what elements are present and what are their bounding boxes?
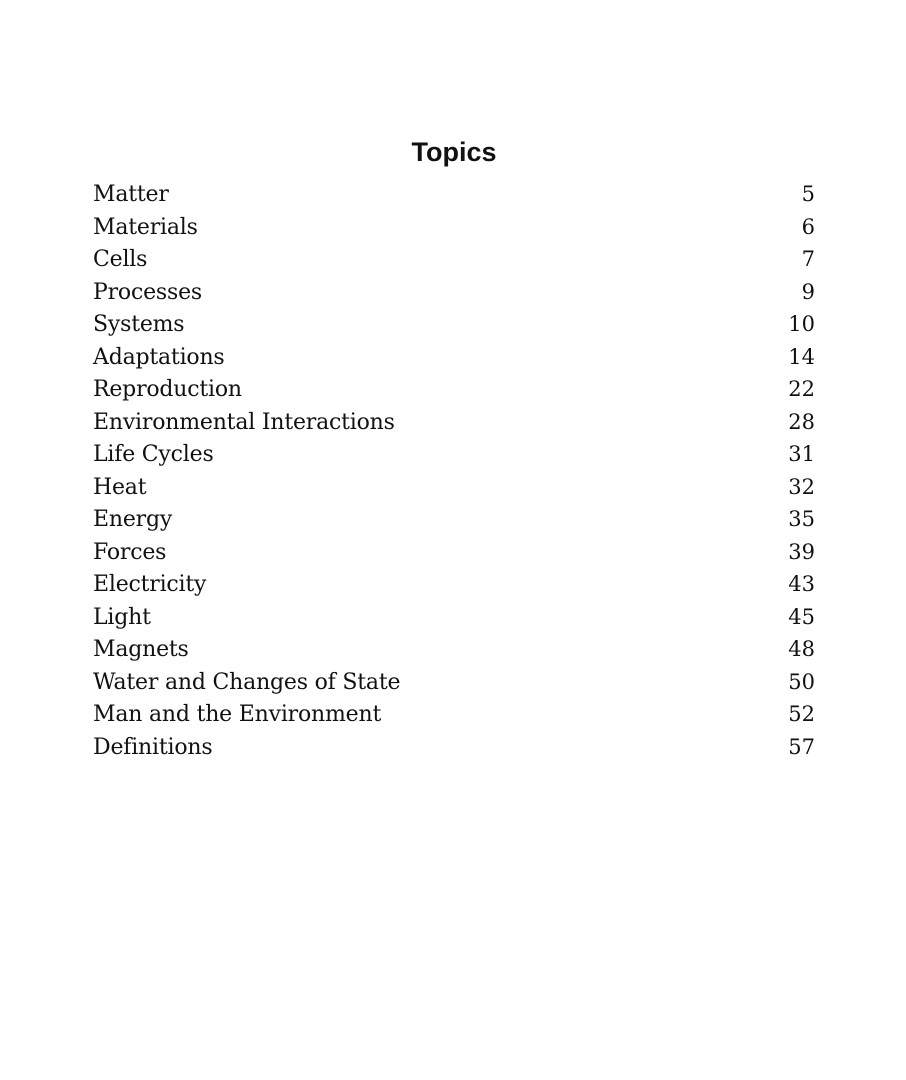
toc-entry-page: 22 bbox=[788, 377, 815, 401]
toc-entry-page: 48 bbox=[788, 637, 815, 661]
toc-entry-definitions bbox=[93, 731, 815, 764]
toc-entry-label: Definitions bbox=[93, 734, 213, 760]
toc-entry-label: Water and Changes of State bbox=[93, 669, 401, 695]
toc-entry-label: Light bbox=[93, 604, 151, 630]
toc-entry-energy bbox=[93, 503, 815, 536]
toc-entry-processes bbox=[93, 276, 815, 309]
toc-entry-systems bbox=[93, 308, 815, 341]
toc-entry-page: 10 bbox=[788, 312, 815, 336]
toc-entry-page: 31 bbox=[788, 442, 815, 466]
toc-entry-page: 14 bbox=[788, 344, 815, 369]
toc-entry-label: Systems bbox=[93, 312, 185, 337]
toc-entry-page: 5 bbox=[801, 182, 815, 206]
toc-entry-page: 35 bbox=[788, 507, 815, 531]
toc-entry-label: Man and the Environment bbox=[93, 702, 382, 727]
toc-entry-label: Matter bbox=[93, 182, 169, 207]
toc-entry-electricity bbox=[93, 568, 815, 601]
toc-entry-page: 57 bbox=[788, 734, 815, 759]
toc-entry-matter bbox=[93, 178, 815, 211]
table-of-contents bbox=[93, 178, 815, 763]
toc-entry-label: Electricity bbox=[93, 572, 207, 597]
toc-entry-life-cycles bbox=[93, 438, 815, 471]
toc-entry-page: 52 bbox=[788, 702, 815, 726]
toc-entry-label: Magnets bbox=[93, 637, 189, 662]
toc-entry-environmental-interactions bbox=[93, 406, 815, 439]
toc-entry-page: 50 bbox=[788, 669, 815, 694]
toc-entry-magnets bbox=[93, 633, 815, 666]
toc-entry-label: Heat bbox=[93, 474, 147, 500]
toc-entry-label: Environmental Interactions bbox=[93, 409, 395, 435]
toc-entry-page: 39 bbox=[788, 539, 815, 564]
toc-entry-adaptations bbox=[93, 341, 815, 374]
toc-entry-water-and-changes-of-state bbox=[93, 666, 815, 699]
toc-entry-cells bbox=[93, 243, 815, 276]
toc-entry-label: Adaptations bbox=[93, 344, 225, 370]
toc-entry-page: 6 bbox=[801, 214, 815, 239]
page-title: Topics bbox=[411, 137, 497, 167]
toc-entry-page: 43 bbox=[788, 572, 815, 596]
toc-entry-page: 32 bbox=[788, 474, 815, 499]
toc-entry-label: Materials bbox=[93, 214, 198, 240]
toc-entry-page: 45 bbox=[788, 604, 815, 629]
toc-entry-label: Cells bbox=[93, 247, 148, 272]
toc-entry-label: Reproduction bbox=[93, 377, 242, 402]
toc-entry-light bbox=[93, 601, 815, 634]
toc-entry-label: Life Cycles bbox=[93, 442, 214, 467]
toc-entry-label: Forces bbox=[93, 539, 167, 565]
toc-entry-page: 9 bbox=[801, 279, 815, 304]
toc-entry-heat bbox=[93, 471, 815, 504]
toc-entry-forces bbox=[93, 536, 815, 569]
toc-entry-materials bbox=[93, 211, 815, 244]
toc-entry-label: Energy bbox=[93, 507, 173, 532]
toc-entry-label: Processes bbox=[93, 279, 202, 305]
toc-entry-man-and-the-environment bbox=[93, 698, 815, 731]
toc-entry-page: 7 bbox=[801, 247, 815, 271]
toc-entry-reproduction bbox=[93, 373, 815, 406]
toc-entry-page: 28 bbox=[788, 409, 815, 434]
